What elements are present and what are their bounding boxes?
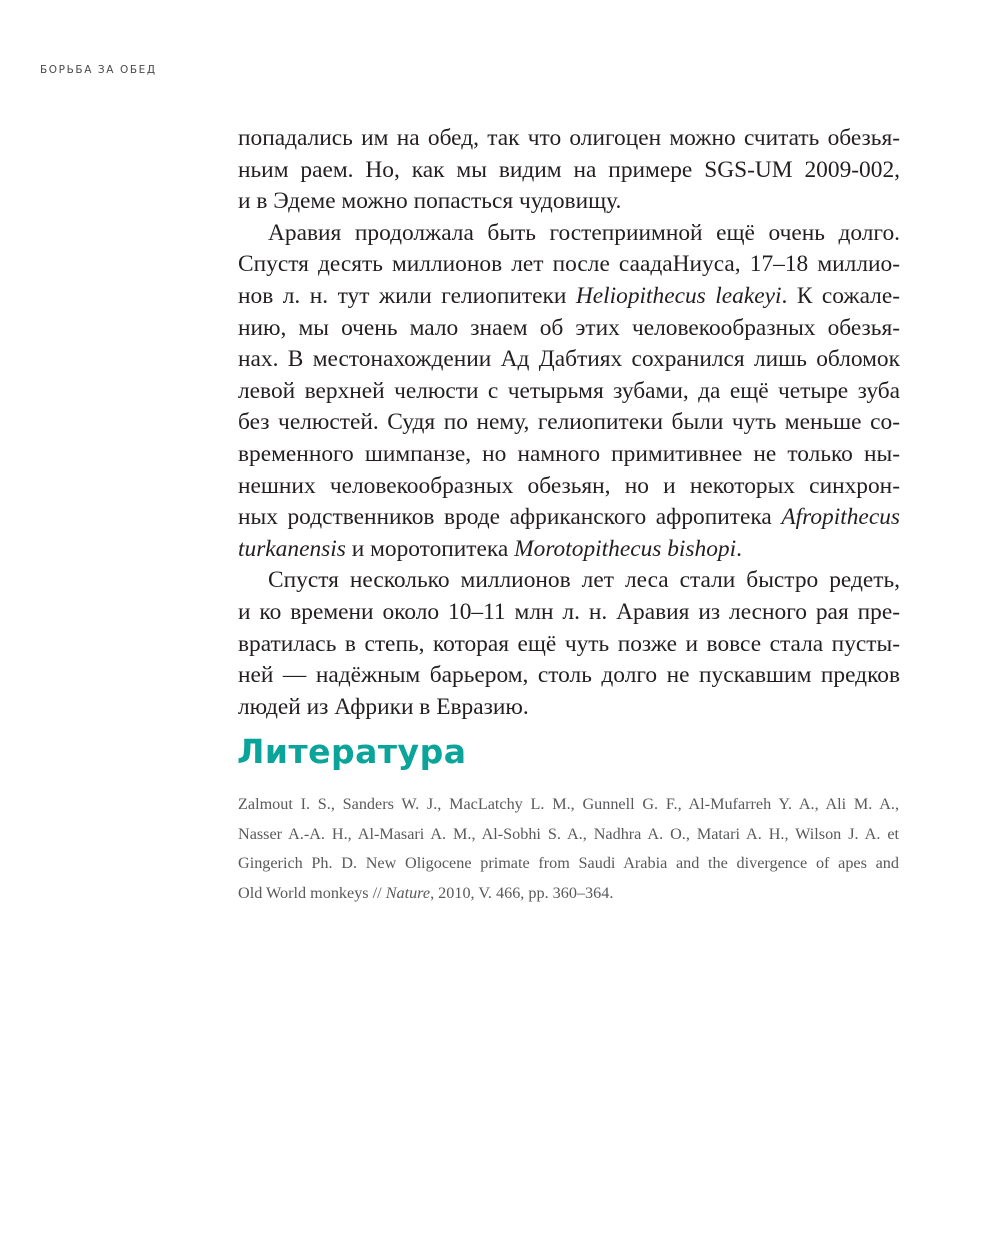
text-run: , 2010, V. 466, pp. 360–364. — [430, 884, 614, 903]
journal-name: Nature — [385, 884, 431, 903]
paragraph — [238, 218, 900, 566]
main-text — [238, 123, 900, 723]
text-line: нешних человекообразных обезьян, но и некоторых синхрон- — [238, 472, 900, 499]
text-line: Спустя несколько миллионов лет леса стали быстро редеть, — [268, 567, 900, 594]
paragraph — [238, 123, 900, 218]
text-line: левой верхней челюсти с четырьмя зубами, да ещё четыре зуба — [238, 377, 900, 404]
text-run: . — [736, 535, 742, 562]
text-run: ных родственников вроде африканского афропитека — [238, 504, 782, 531]
reference-entry — [238, 790, 899, 909]
text-run: Old World monkeys // — [238, 884, 386, 903]
text-line: ней — надёжным барьером, столь долго не пускавшим предков — [238, 662, 900, 689]
species-name: Afropithecus — [781, 504, 900, 531]
text-line — [238, 534, 900, 566]
text-line: временного шимпанзе, но намного примитивнее не только ны- — [238, 440, 900, 467]
section-heading: Литература — [237, 732, 467, 771]
text-line — [238, 502, 900, 534]
text-line — [238, 281, 900, 313]
text-line: вратилась в степь, которая ещё чуть позже и вовсе стала пусты- — [238, 630, 900, 657]
text-line: и ко времени около 10–11 млн л. н. Аравия из лесного рая пре- — [238, 598, 900, 625]
reference-line — [238, 879, 899, 909]
text-line: и в Эдеме можно попасться чудовищу. — [238, 188, 622, 215]
paragraph — [238, 565, 900, 723]
reference-line: Nasser A.-A. H., Al-Masari A. M., Al-Sobhi S. A., Nadhra A. O., Matari A. H., Wilson J. A. et — [238, 824, 899, 843]
species-name: turkanensis — [238, 535, 346, 562]
reference-line: Zalmout I. S., Sanders W. J., MacLatchy L. M., Gunnell G. F., Al-Mufarreh Y. A., Ali M. A., — [238, 795, 899, 813]
text-line: Аравия продолжала быть гостеприимной ещё очень долго. — [268, 219, 900, 246]
text-line: ньим раем. Но, как мы видим на примере SGS-UM 2009-002, — [238, 156, 900, 183]
reference-line: Gingerich Ph. D. New Oligocene primate from Saudi Arabia and the divergence of apes and — [238, 854, 899, 873]
text-line: нах. В местонахождении Ад Дабтиях сохранился лишь обломок — [238, 346, 900, 373]
text-line: попадались им на обед, так что олигоцен можно считать обезья- — [238, 125, 900, 151]
running-head: БОРЬБА ЗА ОБЕД — [40, 64, 157, 76]
text-line: нию, мы очень мало знаем об этих человекообразных обезья- — [238, 314, 900, 341]
text-line: без челюстей. Судя по нему, гелиопитеки были чуть меньше со- — [238, 409, 900, 436]
species-name: Heliopithecus leakeyi — [575, 282, 782, 309]
text-line: людей из Африки в Евразию. — [238, 693, 529, 720]
text-run: . К сожале- — [781, 282, 900, 309]
text-run: и моротопитека — [345, 535, 515, 562]
species-name: Morotopithecus bishopi — [514, 535, 737, 562]
text-run: нов л. н. тут жили гелиопитеки — [238, 282, 576, 309]
text-line: Спустя десять миллионов лет после саадаНиуса, 17–18 миллио- — [238, 251, 900, 278]
